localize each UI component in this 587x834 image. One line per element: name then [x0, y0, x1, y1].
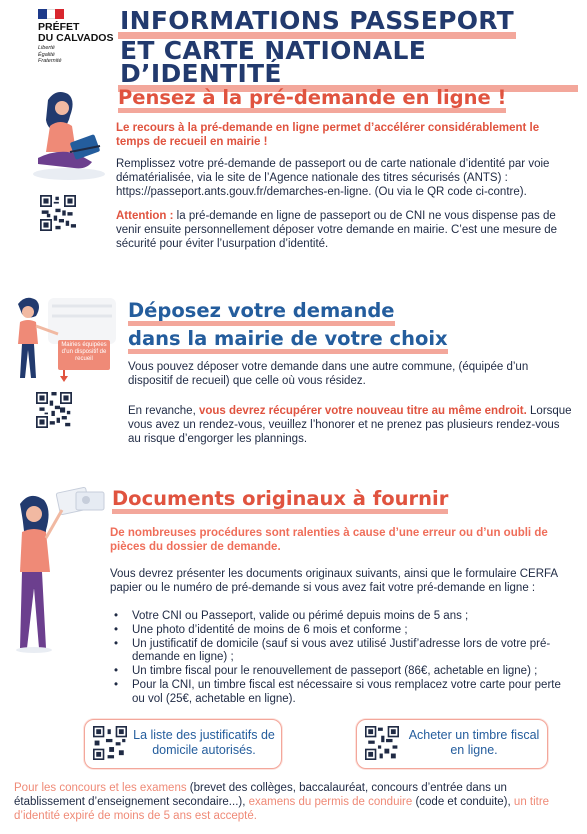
section1-paragraph: Remplissez votre pré-demande de passeport ou de carte nationale d’identité par voie dématérialisée, via le site de l’Agence nationale des titres sécurisés (ANTS) : https://passeport.ants.gouv.fr/demarches-en-ligne. (Ou via le QR code ci-contre). [116, 158, 550, 198]
section1-heading-text: Pensez à la pré-demande en ligne ! [118, 88, 506, 113]
section3-lead: De nombreuses procédures sont ralenties à cause d’une erreur ou d’un oubli de pièces du dossier de demande. [110, 527, 548, 553]
sign-board-text: Mairies équipées d’un dispositif de recueil [61, 342, 107, 362]
woman-documents-illustration [6, 482, 108, 662]
fiscal-stamp-link[interactable]: Acheter un timbre fiscal en ligne. [408, 728, 540, 757]
list-item: • Un timbre fiscal pour le renouvellement de passeport (86€, achetable en ligne) ; [110, 665, 572, 679]
qr-code-icon[interactable] [36, 392, 72, 428]
attention-text: la pré-demande en ligne de passeport ou de CNI ne vous dispense pas de venir ensuite personnellement déposer votre demande en mairie. C’est une mesure de sécurité pour éviter l’usurpation d’identité. [116, 210, 558, 250]
section3-heading [112, 487, 448, 514]
section2-p2-start: En revanche, [128, 405, 199, 417]
list-item: • Votre CNI ou Passeport, valide ou périmé depuis moins de 5 ans ; [110, 610, 572, 624]
title-line-2: ET CARTE NATIONALE D’IDENTITÉ [118, 39, 578, 92]
section2-heading [128, 298, 448, 354]
attention-label: Attention : [116, 210, 174, 222]
exam-note-part-c: un titre d’identité expiré de moins de 5 ans est accepté. [14, 795, 550, 822]
section1-lead: Le recours à la pré-demande en ligne permet d’accélérer considérablement le temps de recueil en mairie ! [116, 122, 540, 148]
qr-code-icon[interactable] [365, 726, 399, 760]
exam-note [14, 782, 576, 823]
section1-heading [118, 86, 506, 113]
section2-heading-line1: Déposez votre demande [128, 301, 395, 326]
title-line-1: INFORMATIONS PASSEPORT [118, 9, 516, 39]
exam-note-part-b: examens du permis de conduire [248, 795, 413, 808]
prefet-name: PRÉFET DU CALVADOS [38, 21, 114, 44]
republic-motto: Liberté Égalité Fraternité [38, 45, 62, 64]
fiscal-stamp-link-box[interactable] [356, 719, 548, 769]
list-item: • Une photo d’identité de moins de 6 mois et conforme ; [110, 624, 572, 638]
marianne-flag-icon [38, 9, 64, 19]
section3-heading-text: Documents originaux à fournir [112, 489, 448, 514]
domicile-proof-link[interactable]: La liste des justificatifs de domicile autorisés. [133, 728, 275, 757]
list-item: • Pour la CNI, un timbre fiscal est nécessaire si vous remplacez votre carte pour perte ou vol (25€, achetable en ligne). [110, 679, 572, 707]
section2-paragraph2 [128, 405, 574, 446]
section2-heading-line2: dans la mairie de votre choix [128, 329, 448, 354]
section2-paragraph1: Vous pouvez déposer votre demande dans une autre commune, (équipée d’un dispositif de recueil) que celle où vous résidez. [128, 361, 529, 387]
exam-note-text-a: (brevet des collèges, baccalauréat, concours d’entrée dans un établissement d’enseignement secondaire...), [14, 782, 507, 808]
domicile-proof-link-box[interactable] [84, 719, 282, 769]
section2-p2-end: Lorsque vous avez un rendez-vous, veuillez l’honorer et ne prenez pas plusieurs rendez-vous au risque d’engorger les plannings. [128, 405, 572, 445]
exam-note-part-a: Pour les concours et les examens [14, 782, 187, 794]
section1-attention [116, 210, 574, 251]
woman-laptop-illustration [28, 86, 110, 182]
section2-p2-highlight: vous devrez récupérer votre nouveau titre au même endroit. [198, 405, 527, 417]
exam-note-text-b: (code et conduite), [412, 795, 514, 808]
sign-board [58, 340, 110, 370]
section3-intro: Vous devrez présenter les documents originaux suivants, ainsi que le formulaire CERFA papier ou le numéro de pré-demande si vous avez fait votre pré-demande en ligne : [110, 568, 558, 594]
page-title [118, 6, 578, 92]
documents-list [110, 610, 572, 707]
list-item: • Un justificatif de domicile (sauf si vous avez utilisé Justif’adresse lors de votre pré-demande en ligne) ; [110, 638, 572, 666]
qr-code-icon[interactable] [93, 726, 127, 760]
qr-code-icon[interactable] [40, 195, 76, 231]
